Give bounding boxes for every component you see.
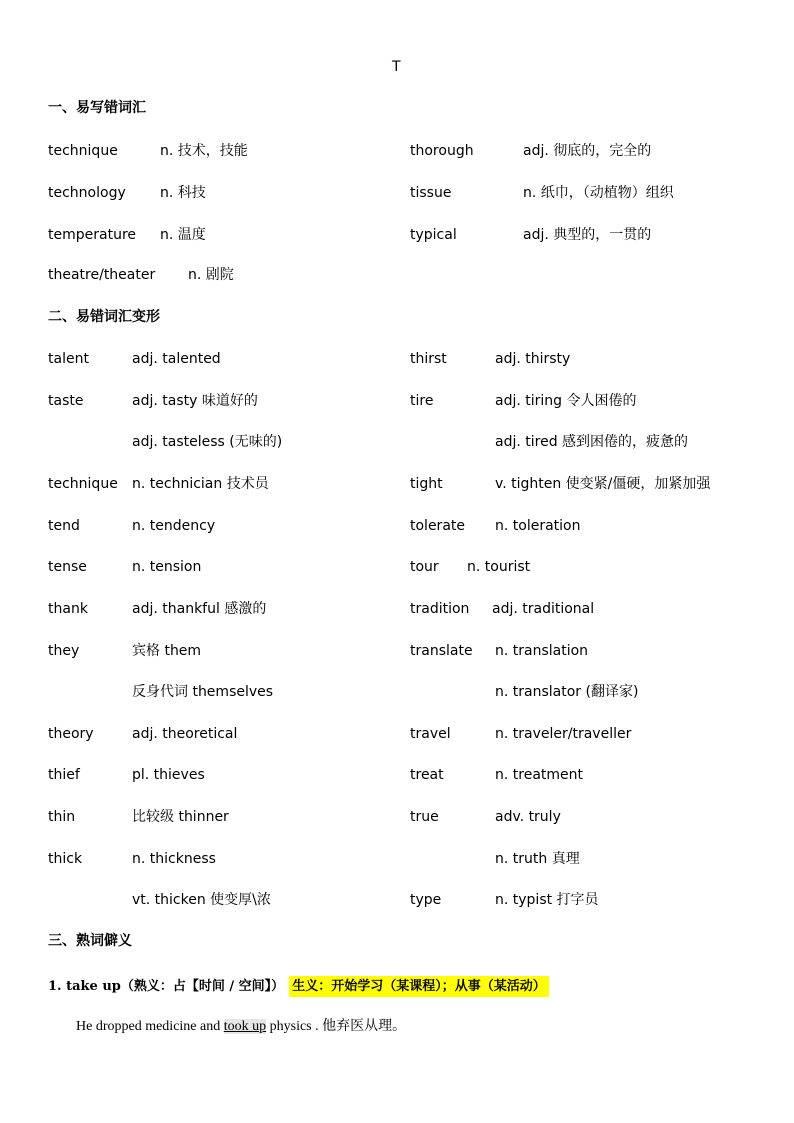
vocab-form: n. typist 打字员: [495, 892, 599, 908]
section-heading-3: 三、熟词僻义: [48, 933, 132, 949]
vocab-form: n. tendency: [132, 518, 216, 534]
vocab-word: tense: [48, 559, 87, 575]
vocab-word: treat: [410, 767, 444, 783]
vocab-form: n. thickness: [132, 851, 216, 867]
vocab-word: tour: [410, 559, 439, 575]
vocab-meaning: n. 温度: [160, 227, 206, 243]
vocab-word: technique: [48, 143, 118, 159]
vocab-word: tolerate: [410, 518, 465, 534]
vocab-form: n. traveler/traveller: [495, 726, 632, 742]
vocab-form: n. toleration: [495, 518, 581, 534]
vocab-meaning: n. 剧院: [188, 267, 234, 283]
vocab-word: travel: [410, 726, 451, 742]
vocab-word: translate: [410, 643, 473, 659]
vocab-word: they: [48, 643, 80, 659]
vocab-form: adj. thankful 感激的: [132, 601, 267, 617]
vocab-form: pl. thieves: [132, 767, 205, 783]
vocab-form: n. translator (翻译家): [495, 684, 639, 700]
vocab-form: n. technician 技术员: [132, 476, 269, 492]
vocab-form: adj. tired 感到困倦的，疲惫的: [495, 434, 689, 450]
example-sentence: [76, 1020, 406, 1034]
vocab-form: vt. thicken 使变厚\浓: [132, 892, 271, 908]
vocab-word: typical: [410, 227, 457, 243]
example-text-start: He dropped medicine and: [76, 1019, 224, 1034]
vocab-form: adj. tasteless (无味的): [132, 434, 283, 450]
vocab-form: adj. talented: [132, 351, 221, 367]
vocab-form: adj. theoretical: [132, 726, 238, 742]
vocab-form: 宾格 them: [132, 643, 202, 659]
phrase-familiar-meaning: 1. take up（熟义：占【时间 / 空间】）: [48, 979, 285, 994]
vocab-word: type: [410, 892, 442, 908]
vocab-form: adj. traditional: [492, 601, 595, 617]
vocab-form: n. treatment: [495, 767, 584, 783]
vocab-meaning: adj. 彻底的，完全的: [523, 143, 652, 159]
example-underlined-phrase: took up: [223, 1019, 267, 1034]
vocab-word: tire: [410, 393, 434, 409]
vocab-form: adj. tasty 味道好的: [132, 393, 258, 409]
phrase-item: [48, 977, 549, 993]
vocab-meaning: n. 科技: [160, 185, 206, 201]
vocab-form: 反身代词 themselves: [132, 684, 274, 700]
vocab-word: theatre/theater: [48, 267, 156, 283]
vocab-word: thirst: [410, 351, 447, 367]
vocab-word: thorough: [410, 143, 474, 159]
vocab-word: true: [410, 809, 439, 825]
page-letter-title: T: [392, 59, 401, 75]
vocab-word: technique: [48, 476, 118, 492]
vocab-meaning: n. 纸巾，（动植物）组织: [523, 185, 674, 201]
vocab-form: n. tension: [132, 559, 202, 575]
section-heading-1: 一、易写错词汇: [48, 100, 146, 116]
vocab-meaning: n. 技术，技能: [160, 143, 248, 159]
vocab-meaning: adj. 典型的，一贯的: [523, 227, 652, 243]
vocab-word: talent: [48, 351, 89, 367]
vocab-form: n. truth 真理: [495, 851, 580, 867]
vocab-form: n. translation: [495, 643, 589, 659]
vocab-form: 比较级 thinner: [132, 809, 229, 825]
example-text-end: physics . 他弃医从理。: [266, 1019, 407, 1034]
vocab-word: theory: [48, 726, 94, 742]
section-heading-2: 二、易错词汇变形: [48, 309, 160, 325]
vocab-form: adj. tiring 令人困倦的: [495, 393, 637, 409]
vocab-word: tend: [48, 518, 80, 534]
vocab-word: thin: [48, 809, 76, 825]
vocab-form: v. tighten 使变紧/僵硬，加紧加强: [495, 476, 711, 492]
vocab-word: thank: [48, 601, 88, 617]
vocab-word: tissue: [410, 185, 452, 201]
vocab-word: thick: [48, 851, 83, 867]
vocab-form: adj. thirsty: [495, 351, 571, 367]
vocab-form: n. tourist: [467, 559, 531, 575]
vocab-form: adv. truly: [495, 809, 561, 825]
vocab-word: taste: [48, 393, 84, 409]
vocab-word: tradition: [410, 601, 470, 617]
vocab-word: temperature: [48, 227, 136, 243]
vocab-word: technology: [48, 185, 126, 201]
vocab-word: thief: [48, 767, 80, 783]
vocab-word: tight: [410, 476, 443, 492]
phrase-new-meaning-highlight: 生义：开始学习（某课程）；从事（某活动）: [289, 976, 549, 997]
